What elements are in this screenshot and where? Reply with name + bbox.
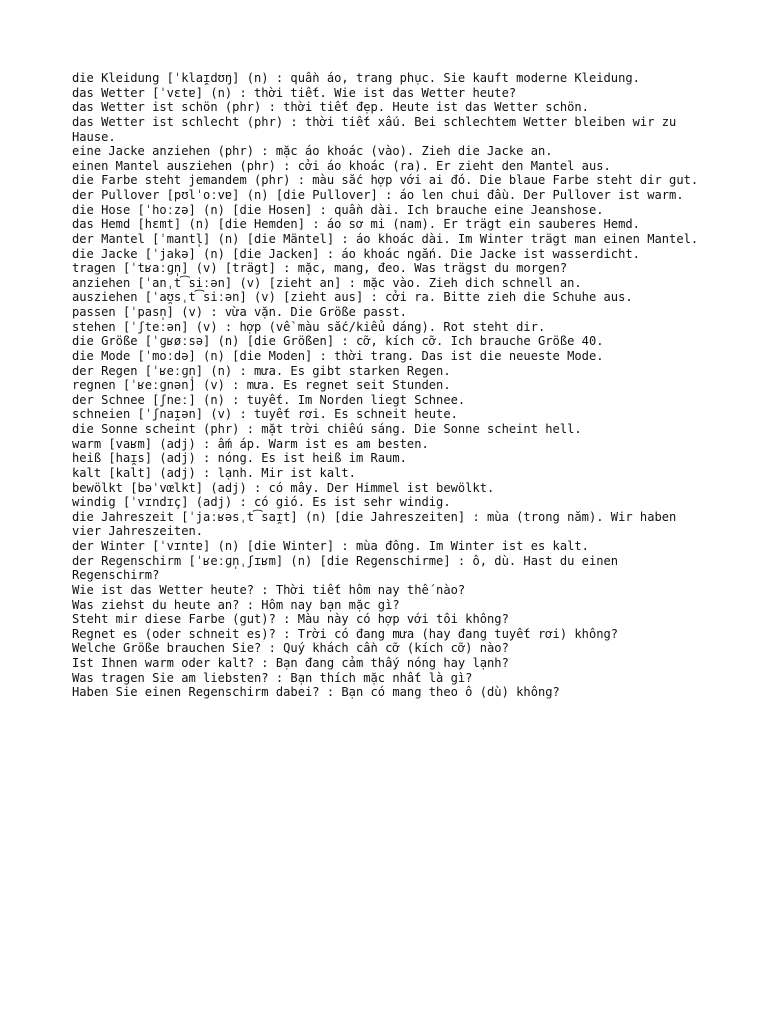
vocab-line: das Wetter ist schön (phr) : thời tiết đẹp. Heute ist das Wetter schön. <box>72 100 589 115</box>
vocab-line: passen [ˈpasn̩] (v) : vừa vặn. Die Größe passt. <box>72 305 407 319</box>
vocab-line: Regnet es (oder schneit es)? : Trời có đang mưa (hay đang tuyết rơi) không? <box>72 626 619 641</box>
vocab-line: eine Jacke anziehen (phr) : mặc áo khoác (vào). Zieh die Jacke an. <box>72 144 553 159</box>
vocab-line: Was ziehst du heute an? : Hôm nay bạn mặc gì? <box>72 597 400 612</box>
vocab-line: schneien [ˈʃnaɪ̯ən] (v) : tuyết rơi. Es schneit heute. <box>72 407 458 422</box>
vocabulary-list <box>72 71 702 700</box>
vocab-line: bewölkt [bəˈvœlkt] (adj) : có mây. Der Himmel ist bewölkt. <box>72 480 495 495</box>
vocab-line: Haben Sie einen Regenschirm dabei? : Bạn có mang theo ô (dù) không? <box>72 685 560 700</box>
vocab-line: die Jacke [ˈjakə] (n) [die Jacken] : áo khoác ngắn. Die Jacke ist wasserdicht. <box>72 246 640 261</box>
vocab-line: die Sonne scheint (phr) : mặt trời chiếu sáng. Die Sonne scheint hell. <box>72 422 582 436</box>
vocab-line: heiß [haɪ̯s] (adj) : nóng. Es ist heiß im Raum. <box>72 451 407 466</box>
vocab-line: Was tragen Sie am liebsten? : Bạn thích mặc nhất là gì? <box>72 670 473 685</box>
vocab-line: Welche Größe brauchen Sie? : Quý khách cần cỡ (kích cỡ) nào? <box>72 641 509 656</box>
vocab-line: kalt [kalt] (adj) : lạnh. Mir ist kalt. <box>72 465 356 480</box>
document-page <box>72 71 702 700</box>
vocab-line: Steht mir diese Farbe (gut)? : Màu này có hợp với tôi không? <box>72 612 509 627</box>
vocab-line: das Wetter ist schlecht (phr) : thời tiết xấu. Bei schlechtem Wetter bleiben wir zu Hause. <box>72 114 684 144</box>
vocab-line: der Schnee [ʃneː] (n) : tuyết. Im Norden liegt Schnee. <box>72 392 466 407</box>
vocab-line: das Hemd [hɛmt] (n) [die Hemden] : áo sơ mi (nam). Er trägt ein sauberes Hemd. <box>72 217 640 232</box>
vocab-line: die Farbe steht jemandem (phr) : màu sắc hợp với ai đó. Die blaue Farbe steht dir gut. <box>72 173 699 188</box>
vocab-line: regnen [ˈʁeːɡnən] (v) : mưa. Es regnet seit Stunden. <box>72 378 451 393</box>
vocab-line: tragen [ˈtʁaːɡn̩] (v) [trägt] : mặc, mang, đeo. Was trägst du morgen? <box>72 261 568 276</box>
vocab-line: die Hose [ˈhoːzə] (n) [die Hosen] : quần dài. Ich brauche eine Jeanshose. <box>72 202 604 217</box>
vocab-line: der Winter [ˈvɪntɐ] (n) [die Winter] : mùa đông. Im Winter ist es kalt. <box>72 539 589 553</box>
vocab-line: windig [ˈvɪndɪç] (adj) : có gió. Es ist sehr windig. <box>72 495 451 510</box>
vocab-line: Wie ist das Wetter heute? : Thời tiết hôm nay thế nào? <box>72 582 466 597</box>
vocab-line: der Mantel [ˈmantl̩] (n) [die Mäntel] : áo khoác dài. Im Winter trägt man einen Mantel. <box>72 231 699 246</box>
vocab-line: der Regenschirm [ˈʁeːɡn̩ˌʃɪʁm] (n) [die Regenschirme] : ô, dù. Hast du einen Regenschirm? <box>72 553 626 583</box>
vocab-line: die Mode [ˈmoːdə] (n) [die Moden] : thời trang. Das ist die neueste Mode. <box>72 348 604 363</box>
vocab-line: der Pullover [pʊlˈoːvɐ] (n) [die Pullover] : áo len chui đầu. Der Pullover ist warm. <box>72 188 684 202</box>
vocab-line: die Jahreszeit [ˈjaːʁəsˌt͡saɪ̯t] (n) [die Jahreszeiten] : mùa (trong năm). Wir haben vier Jahreszeiten. <box>72 509 684 539</box>
vocab-line: der Regen [ˈʁeːɡn̩] (n) : mưa. Es gibt starken Regen. <box>72 363 451 378</box>
vocab-line: die Kleidung [ˈklaɪ̯dʊŋ] (n) : quần áo, trang phục. Sie kauft moderne Kleidung. <box>72 71 640 85</box>
vocab-line: die Größe [ˈɡʁøːsə] (n) [die Größen] : cỡ, kích cỡ. Ich brauche Größe 40. <box>72 334 604 349</box>
vocab-line: ausziehen [ˈaʊ̯sˌt͡siːən] (v) [zieht aus] : cởi ra. Bitte zieh die Schuhe aus. <box>72 290 633 305</box>
vocab-line: anziehen [ˈanˌt͡siːən] (v) [zieht an] : mặc vào. Zieh dich schnell an. <box>72 275 582 290</box>
vocab-line: einen Mantel ausziehen (phr) : cởi áo khoác (ra). Er zieht den Mantel aus. <box>72 158 611 173</box>
vocab-line: Ist Ihnen warm oder kalt? : Bạn đang cảm thấy nóng hay lạnh? <box>72 656 509 670</box>
vocab-line: warm [vaʁm] (adj) : ấm áp. Warm ist es am besten. <box>72 436 429 451</box>
vocab-line: das Wetter [ˈvɛtɐ] (n) : thời tiết. Wie ist das Wetter heute? <box>72 85 517 100</box>
vocab-line: stehen [ˈʃteːən] (v) : hợp (về màu sắc/kiểu dáng). Rot steht dir. <box>72 319 546 334</box>
